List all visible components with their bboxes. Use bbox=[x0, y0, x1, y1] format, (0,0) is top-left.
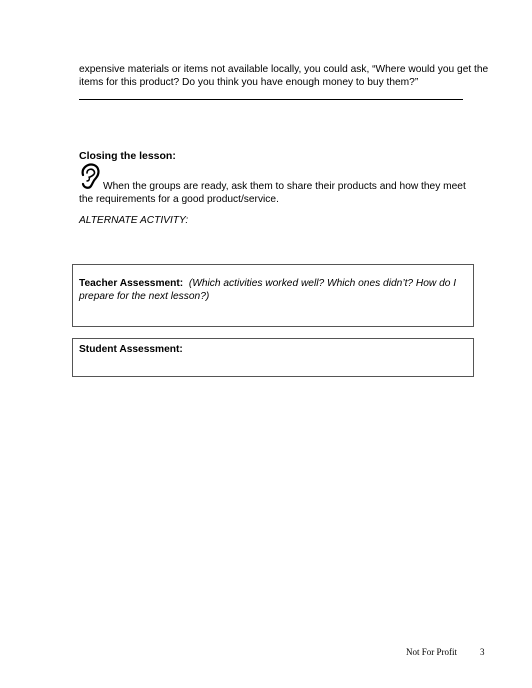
ear-icon bbox=[79, 163, 100, 189]
closing-text-line-1: When the groups are ready, ask them to share their products and how they meet bbox=[103, 181, 466, 192]
closing-heading: Closing the lesson: bbox=[79, 150, 176, 162]
intro-paragraph: expensive materials or items not available locally, you could ask, “Where would you get the items for this product? Do you think you have enough money to buy them?” bbox=[79, 64, 489, 88]
teacher-assessment-note: (Which activities worked well? Which ones didn’t? How do I prepare for the next lesson?) bbox=[79, 278, 457, 302]
alternate-activity-label: ALTERNATE ACTIVITY: bbox=[79, 215, 189, 226]
student-assessment-label: Student Assessment: bbox=[79, 344, 183, 355]
student-assessment-box[interactable] bbox=[72, 338, 474, 377]
footer-text: Not For Profit bbox=[406, 647, 458, 657]
divider-line bbox=[79, 99, 463, 100]
page-number: 3 bbox=[480, 647, 485, 657]
closing-text-line-2: the requirements for a good product/service. bbox=[79, 194, 279, 205]
teacher-assessment-label: Teacher Assessment: bbox=[79, 278, 184, 289]
teacher-assessment-box[interactable] bbox=[72, 264, 474, 327]
